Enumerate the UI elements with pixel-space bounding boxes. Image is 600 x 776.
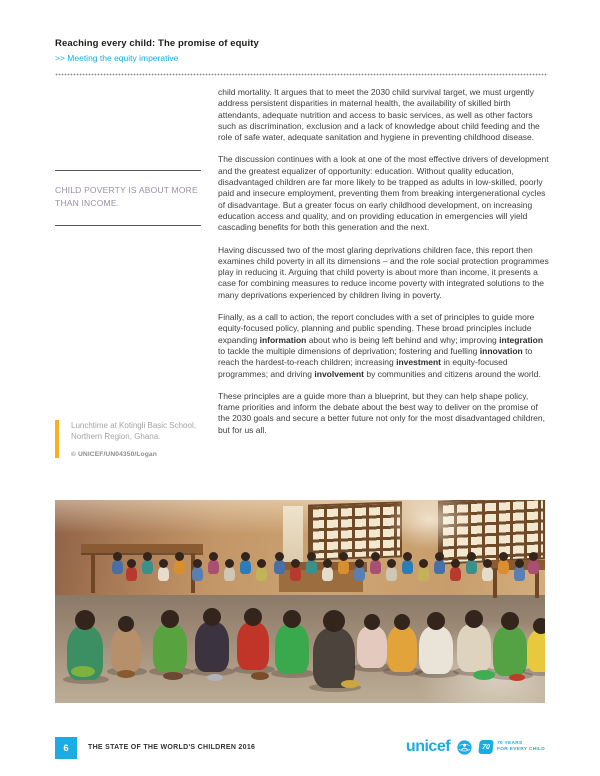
photo-figure-body: [111, 628, 141, 672]
photo-figure-head: [323, 610, 345, 632]
paragraph: The discussion continues with a look at one of the most effective drivers of development and the greatest equalizer of opportunity: education. Without quality education, disadvantaged children are far more likely to be trapped as adults in low-skilled, poorly paid and insecure employment, preventing them from breaking intergenerational cycles of disadvantage. But a greater focus on early childhood development, on increasing education access and quality, and on providing education in emergencies will yield cascading benefits for both this generation and the next.: [218, 154, 549, 233]
photo-bg-child: [158, 567, 169, 581]
photo-desk: [81, 544, 203, 553]
page-number: 6: [63, 742, 69, 754]
photo-bg-child-head: [451, 559, 460, 568]
photo-bg-child-head: [419, 559, 428, 568]
photo-figure-body: [275, 624, 309, 674]
report-title: THE STATE OF THE WORLD'S CHILDREN 2016: [88, 744, 256, 751]
photo-figure-head: [364, 614, 380, 630]
photo-bg-child-head: [257, 559, 266, 568]
photo-bg-child-head: [435, 552, 444, 561]
photo-figure-body: [387, 626, 417, 672]
photo-bg-child: [112, 560, 123, 574]
photo-bg-child-head: [193, 559, 202, 568]
photo-figure-head: [75, 610, 95, 630]
photo-bg-child-head: [113, 552, 122, 561]
photo-bg-child-head: [529, 552, 538, 561]
paragraph: Finally, as a call to action, the report concludes with a set of principles to guide more equity-focused policy, planning and public spending. These broad principles include expanding information about who is being left behind and why; improving integration to tackle the multiple dimensions of deprivation; fostering and fuelling innovation to reach the hardest-to-reach children; increasing investment in equity-focused programmes; and driving involvement by communities and citizens around the world.: [218, 312, 544, 379]
photo-desk-leg: [493, 568, 497, 598]
photo-light-glare: [385, 500, 475, 550]
photo-bg-child-head: [467, 552, 476, 561]
photo-desk-leg: [91, 553, 95, 593]
photo-bg-child: [386, 567, 397, 581]
photo-caption-block: [55, 420, 205, 458]
photo-bowl: [509, 674, 525, 681]
photo-bg-child: [450, 567, 461, 581]
photo-bg-child-head: [307, 552, 316, 561]
photo-figure-head: [427, 612, 445, 630]
anniversary-line1: 70 YEARS: [497, 741, 523, 746]
photo-bg-child: [306, 560, 317, 574]
photo-figure-body: [419, 626, 453, 674]
photo-bg-child: [274, 560, 285, 574]
chapter-title: Reaching every child: The promise of equity: [55, 38, 259, 49]
photo-bg-child: [338, 560, 349, 574]
photo-bowl: [71, 666, 95, 677]
photo-bg-child-head: [483, 559, 492, 568]
photo-figure-head: [465, 610, 483, 628]
photo-figure-head: [533, 618, 545, 634]
photo-bg-child: [498, 560, 509, 574]
photo-bg-child-head: [209, 552, 218, 561]
photo-bg-child-head: [275, 552, 284, 561]
photo-bg-child: [256, 567, 267, 581]
photo-bg-child-head: [355, 559, 364, 568]
paragraph: Having discussed two of the most glaring deprivations children face, this report then examines child poverty in all its dimensions – and the role social protection programmes play in reducing it. Arguing that child poverty is about more than income, it presents a case for combining measures to reduce income poverty with integrated solutions to the many deprivations experienced by children living in poverty.: [218, 244, 549, 300]
photo-figure-body: [493, 626, 527, 676]
photo-bg-child: [322, 567, 333, 581]
page-number-badge: [55, 737, 77, 759]
anniversary-group: [479, 740, 545, 754]
photo-bg-child-head: [291, 559, 300, 568]
photo-bowl: [251, 672, 269, 680]
photo-figure-head: [394, 614, 410, 630]
photo-figure-body: [357, 626, 387, 668]
photo-desk: [275, 562, 367, 570]
photo-bg-child-head: [499, 552, 508, 561]
photo-bowl: [163, 672, 183, 680]
photo-figure-head: [118, 616, 134, 632]
anniversary-70-icon: 70: [478, 740, 493, 754]
photo-figure-body: [237, 622, 269, 670]
photo-figure-body: [195, 622, 229, 672]
photo-bg-child: [192, 567, 203, 581]
photo-figure-head: [283, 610, 301, 628]
unicef-globe-icon: [457, 740, 472, 755]
photo-bg-child: [174, 560, 185, 574]
photo-bg-child-head: [225, 559, 234, 568]
photo-bowl: [341, 680, 359, 688]
paragraph: These principles are a guide more than a blueprint, but they can help shape policy, frame priorities and inform the debate about the best way to deliver on the promise of the 2030 goals and secure a better future not only for the most disadvantaged children, but for us all.: [218, 390, 545, 435]
photo-bg-child: [370, 560, 381, 574]
section-subtitle: >> Meeting the equity imperative: [55, 53, 179, 63]
photo-figure-body: [313, 628, 355, 688]
photo-figure-head: [161, 610, 179, 628]
photo-bg-child: [240, 560, 251, 574]
photo-bowl: [207, 674, 223, 681]
photo-figure-head: [203, 608, 221, 626]
photo-bg-child: [224, 567, 235, 581]
photo-caption: Lunchtime at Kotingli Basic School, Northern Region, Ghana.: [71, 421, 196, 441]
photo-bg-child: [290, 567, 301, 581]
photo-bg-child-head: [323, 559, 332, 568]
photo-bowl: [473, 670, 495, 680]
photo-bg-child: [528, 560, 539, 574]
photo-credit: © UNICEF/UN04350/Logan: [71, 451, 157, 458]
photo-bg-child: [434, 560, 445, 574]
photo-bg-child: [514, 567, 525, 581]
photo-bg-child-head: [403, 552, 412, 561]
pull-quote: CHILD POVERTY IS ABOUT MORE THAN INCOME.: [55, 170, 201, 226]
dotted-divider: [55, 73, 548, 76]
anniversary-text: [497, 741, 545, 753]
photo-bg-child-head: [371, 552, 380, 561]
paragraph: child mortality. It argues that to meet the 2030 child survival target, we must urgently address persistent disparities in maternal health, the availability of skilled birth attendants, adequate nutrition and access to basic services, as well as other factors such as discrimination, exclusion and a lack of knowledge about child feeding and the role of safe water, adequate sanitation and hygiene in preventing childhood disease.: [218, 87, 540, 143]
photo-bg-child-head: [339, 552, 348, 561]
photo-bg-child-head: [515, 559, 524, 568]
photo-bg-child: [126, 567, 137, 581]
photo-figure-head: [501, 612, 519, 630]
unicef-wordmark: unicef: [405, 738, 451, 755]
body-paragraphs: [218, 87, 551, 447]
photo-bg-child: [402, 560, 413, 574]
photo-bg-child: [208, 560, 219, 574]
photo-bg-child: [142, 560, 153, 574]
photo-bg-child-head: [143, 552, 152, 561]
photo-bg-child-head: [175, 552, 184, 561]
photo-bg-child-head: [387, 559, 396, 568]
unicef-logo-group: [406, 739, 545, 755]
photo-bg-child: [466, 560, 477, 574]
photo-bg-child: [482, 567, 493, 581]
photo-figure-head: [244, 608, 262, 626]
photo-figure-body: [457, 624, 491, 672]
photo-bowl: [117, 670, 135, 678]
photo-bg-child: [418, 567, 429, 581]
classroom-photo: [55, 500, 545, 703]
photo-bg-child-head: [159, 559, 168, 568]
photo-bg-child-head: [241, 552, 250, 561]
photo-bg-child-head: [127, 559, 136, 568]
photo-bg-child: [354, 567, 365, 581]
photo-figure-body: [527, 630, 545, 672]
photo-figure-body: [153, 624, 187, 672]
anniversary-line2: FOR EVERY CHILD: [497, 747, 545, 752]
